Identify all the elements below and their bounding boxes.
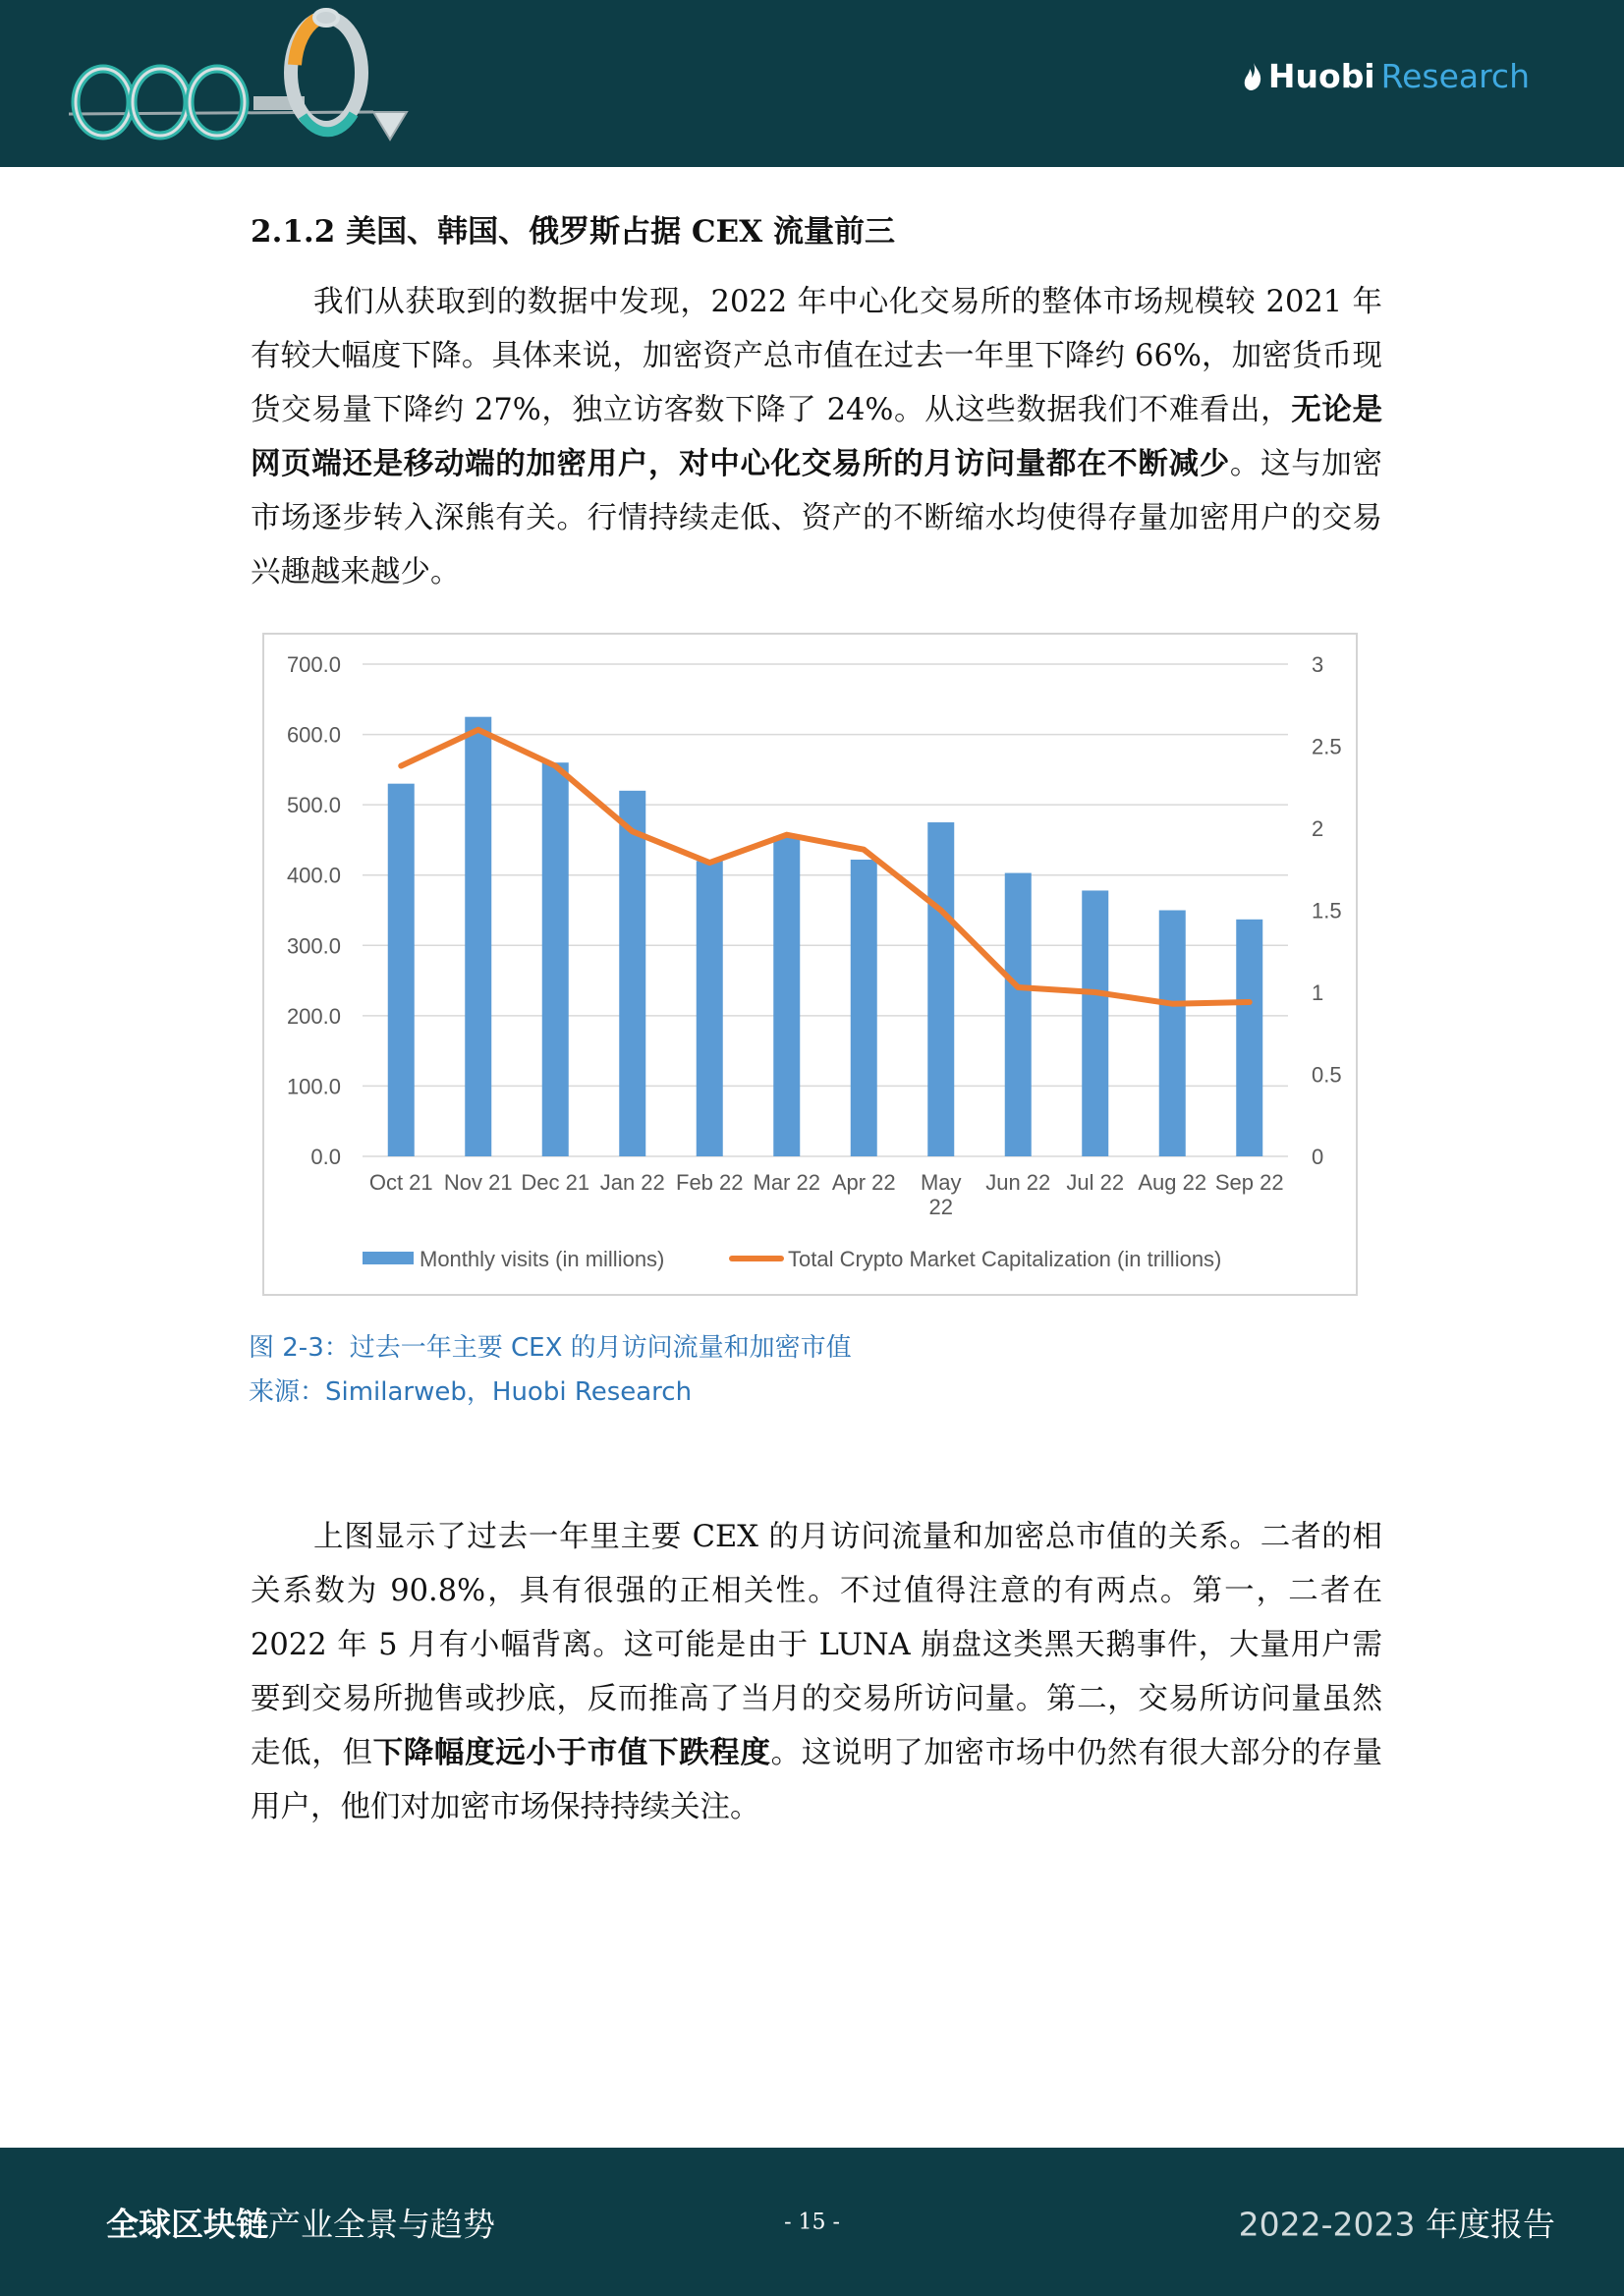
y-left-tick-label: 300.0 bbox=[286, 933, 341, 959]
paragraph-intro-emphasis: 无论是网页端还是移动端的加密用户，对中心化交易所的月访问量都在不断减少 bbox=[251, 392, 1382, 481]
y-right-tick-label: 1 bbox=[1312, 980, 1324, 1005]
bar-monthly-visits bbox=[465, 717, 491, 1156]
x-tick-label: Dec 21 bbox=[521, 1170, 590, 1195]
legend-label-line: Total Crypto Market Capitalization (in trillions) bbox=[788, 1247, 1222, 1271]
bar-monthly-visits bbox=[851, 860, 877, 1156]
y-right-tick-label: 0 bbox=[1312, 1145, 1324, 1169]
report-series-title: 全球区块链产业全景与趋势 bbox=[106, 2205, 495, 2244]
y-right-tick-label: 1.5 bbox=[1312, 898, 1342, 924]
y-right-tick-label: 2.5 bbox=[1312, 734, 1342, 759]
x-tick-label: Apr 22 bbox=[831, 1170, 896, 1195]
brand-name-secondary: Research bbox=[1380, 57, 1530, 95]
paragraph-intro: 我们从获取到的数据中发现，2022 年中心化交易所的整体市场规模较 2021 年有较大幅度下降。具体来说，加密资产总市值在过去一年里下降约 66%，加密货币现货交易量下降约 27%，独立访客数下降了 24%。从这些数据我们不难看出，无论是网页端还是移动端的加密用户，对中心化交易所的月访问量都在不断减少。这与加密市场逐步转入深熊有关。行情持续走低、资产的不断缩水均使得存量加密用户的交易兴趣越来越少。 bbox=[251, 285, 1383, 589]
y-left-tick-label: 200.0 bbox=[286, 1003, 341, 1029]
y-left-tick-label: 600.0 bbox=[286, 722, 341, 748]
legend-swatch-bars bbox=[363, 1252, 414, 1264]
chart-visits-vs-marketcap bbox=[262, 633, 1358, 1296]
page-header bbox=[0, 0, 1624, 167]
report-edition: 2022-2023 年度报告 bbox=[1238, 2205, 1555, 2244]
x-tick-label: Oct 21 bbox=[368, 1170, 433, 1195]
paragraph-analysis-emphasis: 下降幅度远小于市值下跌程度 bbox=[372, 1735, 771, 1770]
y-left-tick-label: 0.0 bbox=[310, 1145, 341, 1169]
brand-name-primary: Huobi bbox=[1267, 57, 1375, 95]
line-market-cap bbox=[401, 730, 1250, 1004]
y-left-tick-label: 500.0 bbox=[286, 793, 341, 818]
bar-monthly-visits bbox=[1236, 920, 1262, 1156]
y-left-tick-label: 400.0 bbox=[286, 863, 341, 888]
x-tick-label: Jan 22 bbox=[599, 1170, 665, 1195]
x-tick-label: Jul 22 bbox=[1066, 1170, 1125, 1195]
flame-logo-icon bbox=[1243, 62, 1262, 91]
x-tick-label: 22 bbox=[928, 1195, 953, 1219]
x-tick-label: May bbox=[920, 1170, 962, 1195]
page-footer bbox=[0, 2148, 1624, 2296]
page-number: - 15 - bbox=[784, 2210, 840, 2235]
chain-ring-illustration-icon bbox=[59, 6, 432, 153]
y-left-tick-label: 700.0 bbox=[286, 652, 341, 677]
bar-monthly-visits bbox=[697, 861, 723, 1156]
y-left-tick-label: 100.0 bbox=[286, 1074, 341, 1099]
bar-monthly-visits bbox=[542, 762, 569, 1156]
y-right-tick-label: 2 bbox=[1312, 816, 1324, 841]
bar-monthly-visits bbox=[619, 791, 645, 1156]
figure-source: 来源：Similarweb，Huobi Research bbox=[249, 1377, 693, 1407]
x-tick-label: Sep 22 bbox=[1214, 1170, 1284, 1195]
section-title: 2.1.2 美国、韩国、俄罗斯占据 CEX 流量前三 bbox=[251, 214, 896, 250]
x-tick-label: Aug 22 bbox=[1138, 1170, 1207, 1195]
y-right-tick-label: 0.5 bbox=[1312, 1062, 1342, 1088]
bar-monthly-visits bbox=[1005, 873, 1032, 1156]
bar-monthly-visits bbox=[927, 822, 954, 1156]
legend-label-bars: Monthly visits (in millions) bbox=[420, 1247, 665, 1271]
y-right-tick-label: 3 bbox=[1312, 652, 1324, 677]
paragraph-analysis: 上图显示了过去一年里主要 CEX 的月访问流量和加密总市值的关系。二者的相关系数为 90.8%，具有很强的正相关性。不过值得注意的有两点。第一，二者在 2022 年 5 月有小幅背离。这可能是由于 LUNA 崩盘这类黑天鹅事件，大量用户需要到交易所抛售或抄底，反而推高了当月的交易所访问量。第二，交易所访问量虽然走低，但下降幅度远小于市值下跌程度。这说明了加密市场中仍然有很大部分的存量用户，他们对加密市场保持持续关注。 bbox=[251, 1520, 1383, 1824]
bar-monthly-visits bbox=[388, 784, 415, 1156]
x-tick-label: Jun 22 bbox=[985, 1170, 1051, 1195]
bar-monthly-visits bbox=[1082, 890, 1108, 1156]
bar-monthly-visits bbox=[773, 836, 800, 1156]
x-tick-label: Nov 21 bbox=[443, 1170, 513, 1195]
brand-logo bbox=[1243, 57, 1530, 95]
bar-monthly-visits bbox=[1159, 911, 1186, 1157]
x-tick-label: Mar 22 bbox=[753, 1170, 820, 1195]
chart-canvas bbox=[264, 635, 1360, 1298]
x-tick-label: Feb 22 bbox=[676, 1170, 744, 1195]
figure-caption: 图 2-3：过去一年主要 CEX 的月访问流量和加密市值 bbox=[249, 1333, 852, 1363]
